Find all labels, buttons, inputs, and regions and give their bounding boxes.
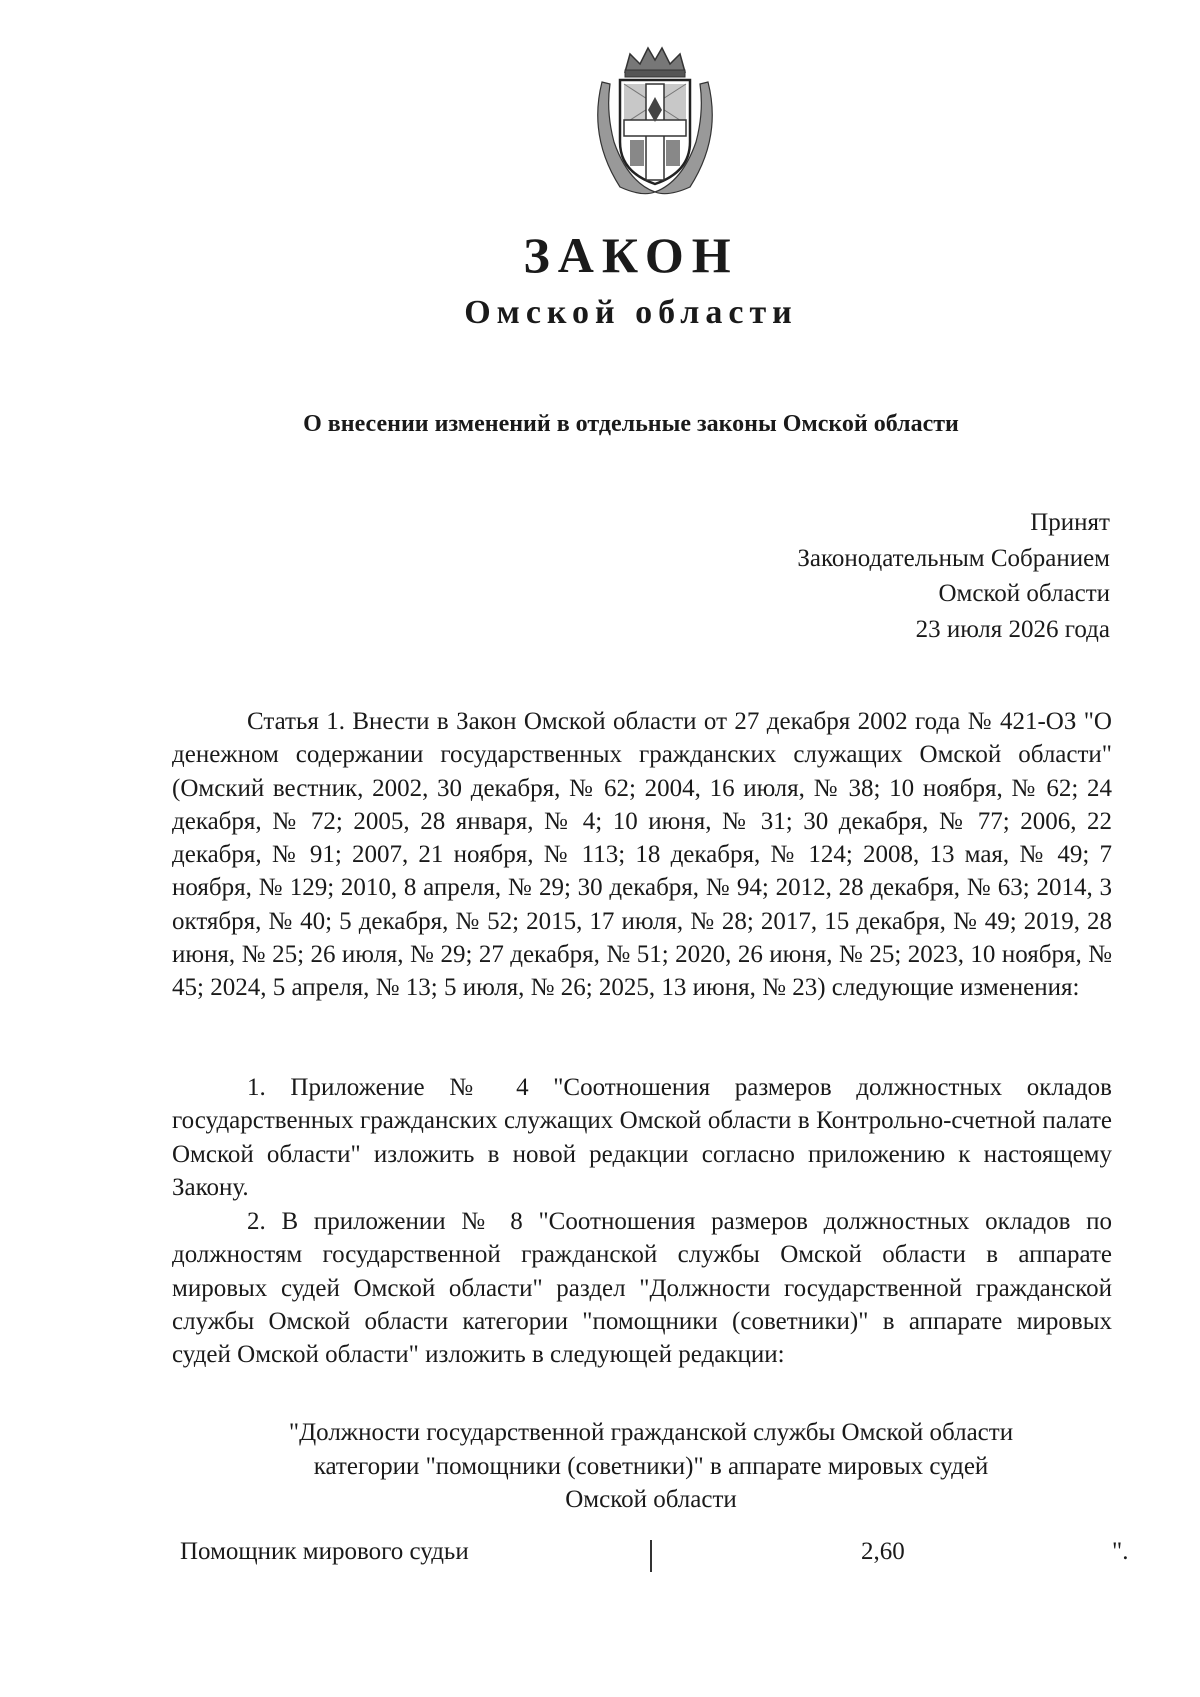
law-heading: О внесении изменений в отдельные законы Омской области <box>303 411 959 437</box>
salary-ratio: 2,60 <box>861 1538 905 1565</box>
adoption-block <box>797 505 1110 647</box>
column-divider <box>650 1540 652 1572</box>
item-2-text: 2. В приложении № 8 "Соотношения размеров должностных окладов по должностям государственной гражданской службы Омской области в аппарате мировых судей Омской области" раздел "Должности государственной гражданской службы Омской области категории "помощники (советники)" в аппарате мировых судей Омской области" изложить в следующей редакции: <box>172 1208 1112 1369</box>
article-1 <box>172 705 1112 1005</box>
section-heading-line: категории "помощники (советники)" в аппарате мировых судей <box>313 1452 989 1480</box>
adoption-line: Принят <box>1030 509 1110 536</box>
item-2 <box>172 1205 1112 1371</box>
table-row <box>180 1538 1140 1578</box>
section-heading <box>0 1416 1200 1517</box>
coat-of-arms-emblem <box>580 42 730 200</box>
item-1 <box>172 1071 1112 1204</box>
adoption-date: 23 июля 2026 года <box>915 615 1110 643</box>
section-heading-line: Омской области <box>565 1486 737 1513</box>
position-name: Помощник мирового судьи <box>180 1538 469 1565</box>
adoption-line: Омской области <box>938 580 1110 607</box>
document-subtitle: Омской области <box>464 294 798 331</box>
closing-quote: ". <box>1112 1538 1129 1565</box>
adoption-line: Законодательным Собранием <box>797 544 1110 572</box>
article-1-text: Статья 1. Внести в Закон Омской области от 27 декабря 2002 года № 421-ОЗ "О денежном содержании государственных гражданских служащих Омской области" (Омский вестник, 2002, 30 декабря, № 62; 2004, 16 июля, № 38; 10 ноября, № 62; 24 декабря, № 72; 2005, 28 января, № 4; 10 июня, № 31; 30 декабря, № 77; 2006, 22 декабря, № 91; 2007, 21 ноября, № 113; 18 декабря, № 124; 2008, 13 мая, № 49; 7 ноября, № 129; 2010, 8 апреля, № 29; 30 декабря, № 94; 2012, 28 декабря, № 63; 2014, 3 октября, № 40; 5 декабря, № 52; 2015, 17 июля, № 28; 2017, 15 декабря, № 49; 2019, 28 июня, № 25; 26 июля, № 29; 27 декабря, № 51; 2020, 26 июня, № 25; 2023, 10 ноября, № 45; 2024, 5 апреля, № 13; 5 июля, № 26; 2025, 13 июня, № 23) следующие изменения: <box>172 708 1112 1002</box>
section-heading-line: "Должности государственной гражданской службы Омской области <box>288 1419 1014 1446</box>
document-title: ЗАКОН <box>523 227 739 283</box>
item-1-text: 1. Приложение № 4 "Соотношения размеров должностных окладов государственных гражданских служащих Омской области в Контрольно-счетной палате Омской области" изложить в новой редакции согласно приложению к настоящему Закону. <box>172 1074 1112 1201</box>
